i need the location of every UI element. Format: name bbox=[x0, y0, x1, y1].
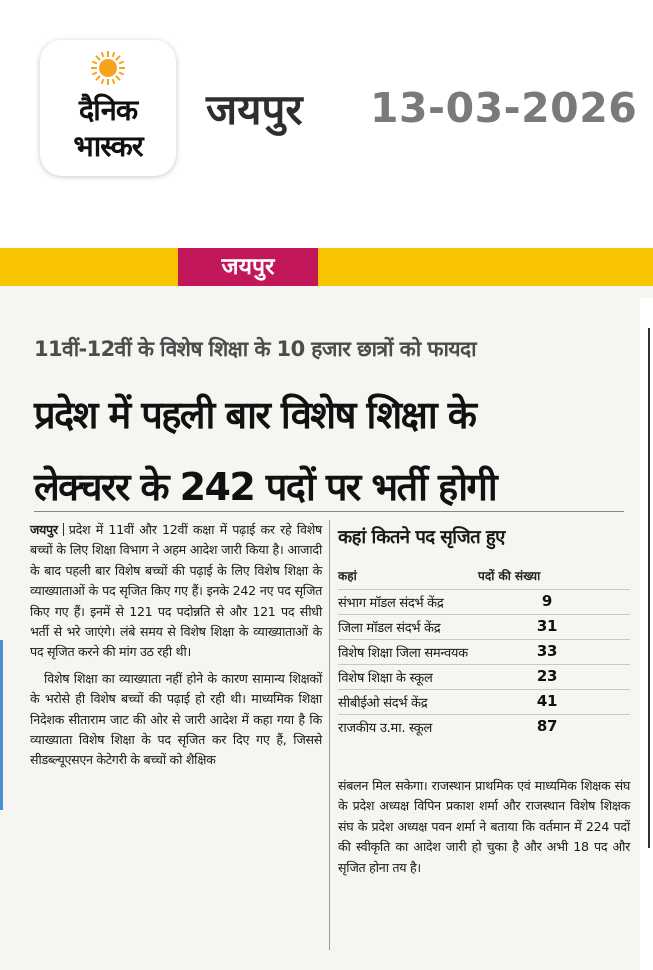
dateline: जयपुर bbox=[30, 522, 58, 537]
edition-city: जयपुर bbox=[206, 85, 303, 134]
newspaper-clipping[interactable] bbox=[0, 248, 653, 970]
logo-text-line1: दैनिक bbox=[78, 93, 138, 127]
sun-icon bbox=[90, 50, 126, 86]
section-tag: जयपुर bbox=[178, 248, 318, 286]
dainik-bhaskar-logo[interactable] bbox=[40, 40, 176, 176]
posts-table bbox=[338, 520, 630, 739]
headline-rule bbox=[34, 511, 624, 512]
headline-line2: लेक्चरर के 242 पदों पर भर्ती होगी bbox=[34, 465, 497, 509]
table-row bbox=[338, 639, 630, 664]
row-name: राजकीय उ.मा. स्कूल bbox=[338, 721, 432, 736]
row-name: विशेष शिक्षा जिला समन्वयक bbox=[338, 646, 468, 661]
app-header bbox=[0, 0, 653, 248]
row-count: 87 bbox=[536, 717, 558, 735]
article-column-right bbox=[338, 776, 630, 878]
row-count: 41 bbox=[536, 692, 558, 710]
paragraph-1-text: प्रदेश में 11वीं और 12वीं कक्षा में पढ़ाई कर रहे विशेष बच्चों के लिए शिक्षा विभाग ने अहम आदेश जारी किया है। आजादी के बाद पहली बार विशेष बच्चों की पढ़ाई के लिए विशेष शिक्षा के व्याख्याताओं के पद सृजित किए गए हैं। इनके 242 नए पद सृजित किए गए हैं। इनमें से 121 पद पदोन्नति से और 121 पद सीधी भर्ती से भरे जाएंगे। लंबे समय से विशेष शिक्षा के व्याख्याताओं के पद सृजित करने की मांग उठ रही थी। bbox=[30, 522, 322, 660]
row-count: 33 bbox=[536, 642, 558, 660]
row-name: सीबीईओ संदर्भ केंद्र bbox=[338, 696, 428, 711]
row-name: संभाग मॉडल संदर्भ केंद्र bbox=[338, 596, 444, 611]
dateline-separator bbox=[63, 523, 64, 536]
table-row bbox=[338, 689, 630, 714]
sub-headline: 11वीं-12वीं के विशेष शिक्षा के 10 हजार छात्रों को फायदा bbox=[34, 337, 476, 361]
adjacent-column-edge bbox=[0, 640, 3, 810]
article-column-left bbox=[30, 520, 322, 771]
row-count: 9 bbox=[541, 592, 553, 610]
column-header-count: पदों की संख्या bbox=[478, 569, 541, 583]
table-row bbox=[338, 614, 630, 639]
table-row bbox=[338, 664, 630, 689]
row-name: जिला मॉडल संदर्भ केंद्र bbox=[338, 621, 441, 636]
column-divider bbox=[329, 520, 330, 950]
section-band bbox=[0, 248, 653, 286]
table-row bbox=[338, 714, 630, 739]
table-row bbox=[338, 589, 630, 614]
edition-date: 13-03-2026 bbox=[370, 84, 638, 132]
row-count: 23 bbox=[536, 667, 558, 685]
table-header bbox=[338, 567, 630, 589]
logo-text-line2: भास्कर bbox=[73, 129, 143, 163]
column-header-where: कहां bbox=[338, 569, 357, 583]
page-edge bbox=[640, 298, 653, 970]
row-count: 31 bbox=[536, 617, 558, 635]
article-paragraph-2: विशेष शिक्षा का व्याख्याता नहीं होने के कारण सामान्य शिक्षकों के भरोसे ही विशेष बच्चों की पढ़ाई हो रही थी। माध्यमिक शिक्षा निदेशक सीताराम जाट की ओर से जारी आदेश में कहा गया है कि व्याख्याता विशेष शिक्षा के पद सृजित कर दिए गए हैं, जिससे सीडब्ल्यूएसएन केटेगरी के बच्चों को शैक्षिक bbox=[30, 670, 322, 768]
table-title: कहां कितने पद सृजित हुए bbox=[338, 527, 505, 548]
article-paragraph-1 bbox=[30, 520, 322, 663]
row-name: विशेष शिक्षा के स्कूल bbox=[338, 671, 433, 686]
page-edge-line bbox=[648, 328, 650, 848]
article-paragraph-3: संबलन मिल सकेगा। राजस्थान प्राथमिक एवं माध्यमिक शिक्षक संघ के प्रदेश अध्यक्ष विपिन प्रकाश शर्मा और राजस्थान विशेष शिक्षक संघ के प्रदेश अध्यक्ष पवन शर्मा ने बताया कि वर्तमान में 224 पदों की स्वीकृति का आदेश जारी हो चुका है और अभी 18 पद और सृजित होना तय है। bbox=[338, 778, 630, 875]
headline-line1: प्रदेश में पहली बार विशेष शिक्षा के bbox=[34, 393, 476, 437]
